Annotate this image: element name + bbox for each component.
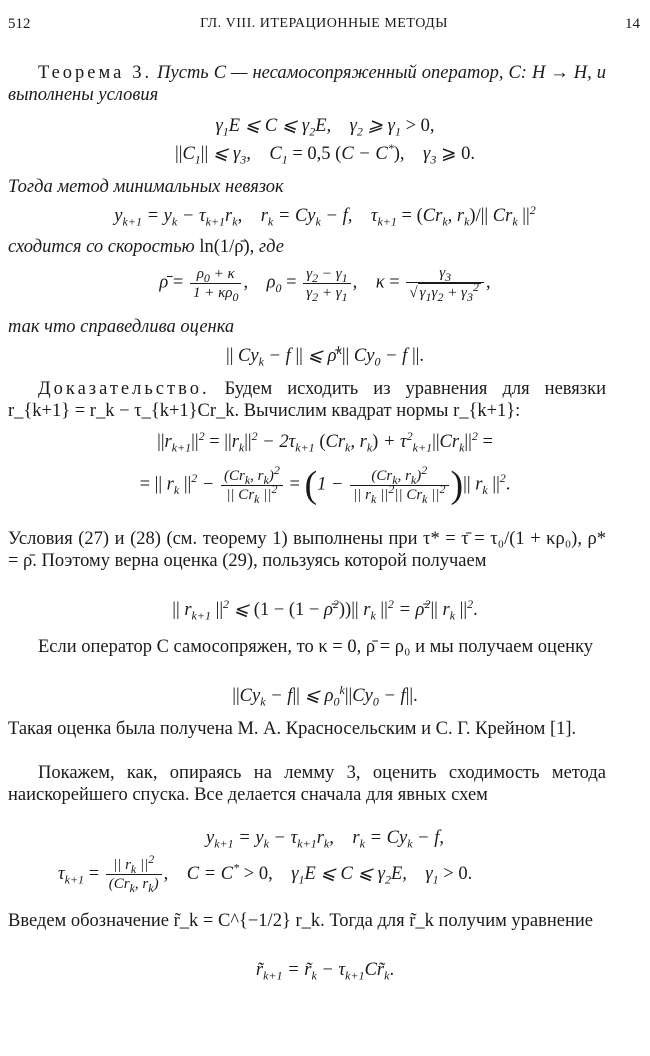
equation-estimate: || $Cy_k - f$ || ⩽ ρ̄$^k$|| $Cy_0 - f$ ||. — [226, 342, 424, 369]
converges-text: сходится со скоростью ln(1/ρ̄), где — [8, 237, 284, 257]
running-title: ГЛ. VIII. ИТЕРАЦИОННЫЕ МЕТОДЫ — [200, 16, 448, 31]
equation-norm-estimate: || $r_{k+1}$ $||^2$ ⩽ (1 − (1 − ρ̄$^2$))|| $r_k$ $||^2$ = ρ̄$^2$|| $r_k$ $||^2$. — [172, 596, 478, 623]
equation-norm-square-2: = || $r_k$ $||^2$ − $\frac{(Cr_k, r_k)^2}{|| Cr_k ||^2}$ = (1 − $\frac{(Cr_k, r_k)^2}{|| r_k ||^2|| Cr_k ||^2}$ )|| $r_k$ $||^2$. — [139, 462, 511, 506]
proof-paragraph-3: Если оператор C самосопряжен, то κ = 0, ρ̄ = ρ₀ и мы получаем оценку — [38, 637, 594, 657]
margin-mark: 14 — [625, 16, 640, 32]
equation-explicit-scheme: $y_{k+1} = y_k - \tau_{k+1}r_k$, $r_k = Cy_k - f$, — [205, 828, 445, 851]
page-number: 512 — [8, 16, 31, 32]
proof-paragraph-5: Покажем, как, опираясь на лемму 3, оценить сходимость метода наискорейшего спуска. Все делается сначала для явных схем — [8, 763, 606, 805]
theorem-text-line2: C: H → H, и выполнены условия — [8, 63, 606, 105]
running-header — [8, 16, 640, 38]
equation-condition-2: $||C_1||$ ⩽ $\gamma_3$, $C_1 = 0,5$ (C − C*), $\gamma_3$ ⩾ 0. — [175, 140, 475, 167]
theorem-statement — [8, 62, 606, 106]
equation-rho-kappa: ρ̄ = $\frac{\rho_0 + \kappa}{1 + \kappa\rho_0}$ , $\rho_0$ = $\frac{\gamma_2 - \gamma_1}{\gamma_2 + \gamma_1}$ , κ = $\frac{\gamma_3}{√ \gamma_1\gamma_2 + \gamma_3^2}$ , — [159, 265, 491, 304]
proof-paragraph-1: Доказательство. Будем исходить из уравнения для невязки r_{k+1} = r_k − τ_{k+1}Cr_k. Вычислим квадрат нормы r_{k+1}: — [8, 379, 606, 421]
proof-label: Доказательство. — [38, 379, 210, 399]
equation-selfadjoint-estimate: $||Cy_k - f||$ ⩽ $\rho_0^k||Cy_0 - f||$. — [232, 682, 418, 709]
theorem-text-line1: Пусть C — несамосопряженный оператор, — [157, 63, 504, 83]
proof-paragraph-2: Условия (27) и (28) (см. теорему 1) выполнены при τ* = τ̄ = τ₀/(1 + κρ₀), ρ* = ρ̄. Поэтому верна оценка (29), пользуясь которой получаем — [8, 529, 606, 571]
so-that-text: так что справедлива оценка — [8, 317, 235, 337]
theorem-label: Теорема 3. — [38, 63, 153, 83]
proof-paragraph-4: Такая оценка была получена М. А. Красносельским и С. Г. Крейном [1]. — [8, 719, 577, 739]
then-text: Тогда метод минимальных невязок — [8, 177, 284, 197]
proof-paragraph-6: Введем обозначение r̃_k = C^{−1/2} r_k. Тогда для r̃_k получим уравнение — [8, 911, 593, 931]
equation-condition-1: $\gamma_1E$ ⩽ C ⩽ $\gamma_2E$, $\gamma_2$ ⩾ $\gamma_1 > 0$, — [215, 116, 435, 139]
equation-minimal-residual: $y_{k+1} = y_k - \tau_{k+1}r_k$, $r_k = Cy_k - f$, $\tau_{k+1} = (Cr_k$, $r_k)/||$ $Cr_k$ $||^2$ — [114, 202, 536, 229]
equation-steepest-descent: $\tau_{k+1}$ = $\frac{|| r_k ||^2}{(Cr_k, r_k)}$ , C = C* > 0, $\gamma_1E$ ⩽ C ⩽ $\gamma_2E$, $\gamma_1 > 0$. — [58, 852, 473, 895]
equation-tilde-residual: $r̃_{k+1}$ = $r̃_k$ − $\tau_{k+1}Cr̃_k$. — [255, 960, 395, 983]
equation-norm-square-1: $||r_{k+1}||^2 = ||r_k||^2 - 2\tau_{k+1}$ ($Cr_k$, $r_k) + \tau^2_{k+1}||Cr_k||^2$ = — [157, 428, 493, 455]
